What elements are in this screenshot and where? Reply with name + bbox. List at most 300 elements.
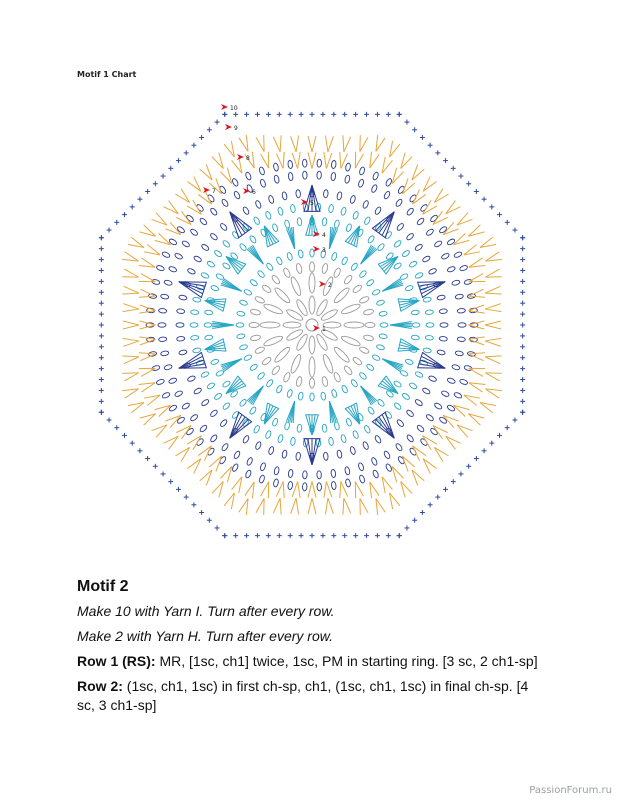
- row-8-chain: [372, 171, 379, 180]
- row-3-chain: [298, 392, 304, 401]
- row-5-chain: [393, 402, 402, 411]
- row-4-chain: [239, 243, 248, 252]
- row-marker-label: 6: [252, 189, 256, 196]
- row-4-chain: [393, 262, 402, 270]
- row-5-chain: [328, 204, 334, 213]
- row-4-chain: [411, 335, 419, 340]
- row-2-chain: [359, 295, 370, 304]
- row-7-chain: [168, 377, 177, 384]
- row-9-stitch: [123, 341, 139, 346]
- row-7-cluster: [420, 360, 445, 368]
- row-3-chain: [243, 289, 252, 297]
- row-6-chain: [282, 192, 288, 201]
- row-5-chain: [253, 216, 261, 225]
- row-marker-label: 7: [212, 188, 216, 195]
- row-6-chain: [422, 255, 431, 263]
- row-2-stitch: [309, 357, 315, 377]
- row-6-chain: [336, 450, 342, 459]
- row-2-chain: [250, 309, 261, 316]
- row-7-chain: [221, 443, 229, 452]
- row-2-stitch: [263, 334, 284, 347]
- row-7-chain: [458, 323, 466, 327]
- row-8-chain: [439, 226, 448, 234]
- row-3-chain: [341, 385, 349, 394]
- row-9-stitch: [485, 356, 501, 357]
- row-6-chain: [193, 387, 202, 395]
- row-3-chain: [237, 311, 246, 317]
- row-2-chain: [254, 295, 265, 304]
- row-2-chain: [343, 274, 353, 285]
- row-7-chain: [344, 466, 350, 475]
- row-2-stitch: [333, 346, 351, 364]
- row-marker-label: 1: [322, 326, 326, 333]
- row-7-chain: [209, 207, 218, 216]
- row-7-chain: [416, 217, 425, 226]
- row-9-stitch: [469, 289, 484, 296]
- row-3-chain: [331, 389, 338, 398]
- row-8-chain: [302, 483, 307, 491]
- row-6-chain: [406, 409, 415, 418]
- row-8-chain: [302, 159, 307, 167]
- row-4-chain: [215, 273, 224, 281]
- row-9-stitch: [485, 286, 500, 293]
- row-marker-arrow: [243, 188, 250, 194]
- row-3-chain: [366, 363, 375, 371]
- row-9-stitch: [283, 152, 284, 168]
- row-5-chain: [426, 323, 434, 327]
- row-4-chain: [334, 422, 340, 431]
- row-8-chain: [331, 481, 336, 490]
- row-4-chain: [205, 335, 213, 340]
- row-7-chain: [451, 364, 460, 370]
- row-8-chain: [245, 171, 252, 180]
- row-2-chain: [271, 274, 281, 285]
- row-5-chain: [253, 425, 261, 434]
- row-3-chain: [372, 354, 381, 362]
- row-5-chain: [363, 216, 371, 225]
- row-7-chain: [274, 175, 280, 184]
- row-7-chain: [190, 414, 199, 422]
- row-2-chain: [296, 263, 303, 274]
- row-3-chain: [359, 270, 368, 279]
- row-9-stitch: [123, 321, 139, 325]
- section-title: Motif 2: [77, 578, 129, 595]
- row-7-chain: [168, 266, 177, 273]
- row-7-cluster: [312, 185, 316, 211]
- row-9-stitch: [122, 293, 138, 294]
- row-3-chain: [376, 299, 385, 306]
- row-7-chain: [331, 172, 336, 181]
- row-9-stitch: [141, 368, 155, 376]
- row-6-chain: [201, 398, 210, 406]
- row-9-stitch: [312, 136, 316, 152]
- row-5-chain: [214, 392, 223, 400]
- instruction-line-1: Make 10 with Yarn I. Turn after every row.: [77, 603, 335, 619]
- row-marker-arrow: [225, 124, 232, 130]
- row-8-chain: [161, 392, 170, 399]
- row-6-chain: [323, 452, 328, 460]
- row-5-chain: [401, 249, 410, 257]
- row-8-chain: [317, 483, 322, 491]
- row-5-chain: [393, 240, 402, 249]
- row-6-chain: [414, 243, 423, 251]
- row-9-stitch: [343, 135, 344, 151]
- row-2-stitch: [309, 273, 315, 293]
- row-7-chain: [158, 308, 166, 313]
- row-6-chain: [219, 419, 228, 428]
- row-7-chain: [288, 469, 293, 478]
- row-7-chain: [395, 443, 403, 452]
- row-9-stitch: [325, 498, 328, 514]
- row-4-chain: [411, 310, 419, 315]
- row-9-stitch: [123, 325, 139, 329]
- row-3-chain: [286, 389, 293, 398]
- row-8-chain: [273, 479, 279, 488]
- row-7-cluster: [418, 368, 445, 369]
- row-7-chain: [416, 424, 425, 433]
- row-1-label: Row 1 (RS):: [77, 653, 156, 669]
- row-7-chain: [383, 450, 391, 459]
- row-2-chain: [249, 323, 259, 328]
- row-5-chain: [290, 437, 296, 446]
- row-marker-label: 10: [230, 105, 238, 112]
- row-6-chain: [374, 206, 382, 215]
- row-5-chain: [409, 260, 418, 268]
- row-7-cluster: [379, 417, 394, 438]
- row-5-chain: [415, 371, 424, 378]
- row-4-chain: [367, 235, 375, 244]
- row-7-chain: [406, 207, 415, 216]
- row-5-chain: [363, 425, 371, 434]
- row-4-chain: [204, 323, 212, 327]
- row-9-stitch: [140, 354, 155, 361]
- row-9-stitch: [469, 296, 485, 297]
- row-4-chain: [405, 285, 414, 292]
- row-8-chain: [259, 475, 266, 484]
- row-9-stitch: [355, 154, 363, 168]
- row-7-chain: [158, 337, 166, 342]
- row-marker-arrow: [313, 246, 320, 252]
- row-6-chain: [414, 398, 423, 406]
- row-6-chain: [437, 349, 446, 355]
- row-3-chain: [243, 354, 252, 362]
- row-8-chain: [359, 475, 366, 484]
- row-5-chain: [192, 297, 201, 303]
- row-6-chain: [336, 192, 342, 201]
- row-9-stitch: [485, 373, 499, 381]
- row-9-stitch: [485, 321, 501, 325]
- row-2-chain: [261, 356, 272, 366]
- row-9-stitch: [123, 309, 139, 312]
- row-6-chain: [219, 222, 228, 231]
- row-9-stitch: [324, 481, 327, 497]
- row-6-chain: [179, 349, 188, 355]
- row-6-chain: [201, 243, 210, 251]
- chart-caption: Motif 1 Chart: [77, 70, 137, 79]
- row-6-chain: [187, 375, 196, 382]
- row-7-cluster: [308, 439, 312, 465]
- row-5-chain: [200, 272, 209, 279]
- row-4-chain: [272, 418, 279, 427]
- row-9-stitch: [256, 498, 264, 512]
- row-9-stitch: [469, 354, 484, 361]
- row-6-chain: [374, 435, 382, 444]
- row-7-chain: [190, 228, 199, 236]
- row-2-stitch: [263, 302, 284, 315]
- row-marker-label: 2: [328, 282, 332, 289]
- row-7-chain: [181, 402, 190, 410]
- row-7-cluster: [230, 212, 245, 233]
- row-5-chain: [190, 310, 198, 315]
- row-4-chain: [210, 358, 219, 365]
- row-2-chain: [254, 346, 265, 355]
- row-2-instruction: [77, 677, 547, 715]
- row-7-chain: [221, 198, 229, 207]
- row-7-chain: [383, 191, 391, 200]
- row-8-chain: [385, 463, 393, 472]
- row-9-stitch: [325, 136, 328, 152]
- row-9-stitch: [468, 305, 484, 310]
- row-7-chain: [160, 294, 169, 300]
- row-7-chain: [358, 179, 365, 188]
- row-9-stitch: [343, 498, 344, 514]
- row-3-chain: [320, 392, 326, 401]
- row-2-chain: [321, 376, 328, 387]
- row-9-stitch: [485, 293, 501, 294]
- row-7-chain: [317, 471, 322, 479]
- row-9-stitch: [124, 373, 138, 381]
- row-1-stitch: [285, 308, 304, 322]
- row-6-chain: [428, 375, 437, 382]
- row-6-chain: [209, 232, 218, 241]
- row-7-chain: [181, 240, 190, 248]
- row-6-chain: [396, 419, 405, 428]
- row-3-chain: [276, 256, 284, 265]
- row-4-chain: [284, 422, 290, 431]
- row-2-stitch: [273, 346, 291, 364]
- row-5-chain: [423, 297, 432, 303]
- row-7-chain: [455, 350, 464, 356]
- row-2-chain: [363, 309, 374, 316]
- row-9-stitch: [298, 152, 301, 168]
- row-3-chain: [379, 333, 388, 339]
- row-5-chain: [352, 430, 359, 439]
- row-4-chain: [222, 380, 231, 388]
- row-2-chain: [282, 267, 291, 278]
- row-2-stitch: [289, 276, 302, 297]
- row-7-chain: [434, 240, 443, 248]
- row-9-stitch: [312, 498, 316, 514]
- row-9-stitch: [324, 152, 327, 168]
- row-3-chain: [298, 250, 304, 259]
- row-1-instruction: [77, 652, 547, 671]
- row-7-cluster: [312, 439, 316, 465]
- row-7-chain: [457, 308, 465, 313]
- row-7-chain: [425, 228, 434, 236]
- row-8-chain: [345, 163, 351, 172]
- row-6-chain: [362, 200, 369, 209]
- row-7-chain: [447, 377, 456, 384]
- row-3-chain: [249, 363, 258, 371]
- row-9-stitch: [469, 274, 483, 282]
- row-5-chain: [425, 310, 433, 315]
- row-9-stitch: [360, 137, 368, 151]
- row-5-chain: [190, 335, 198, 340]
- row-4-chain: [412, 323, 420, 327]
- row-9-stitch: [296, 136, 299, 152]
- row-2-stitch: [321, 353, 334, 374]
- row-3-chain: [350, 379, 358, 388]
- row-9-stitch: [340, 152, 341, 168]
- row-marker-arrow: [313, 325, 320, 331]
- row-3-chain: [266, 379, 274, 388]
- row-8-chain: [385, 178, 393, 187]
- row-6-chain: [176, 323, 184, 327]
- row-6-chain: [437, 295, 446, 301]
- row-5-chain: [206, 260, 215, 268]
- row-marker-arrow: [313, 231, 320, 237]
- row-4-chain: [222, 262, 231, 270]
- row-2-chain: [310, 262, 315, 272]
- watermark: PassionForum.ru: [529, 785, 612, 796]
- row-2-stitch: [333, 286, 351, 304]
- row-9-stitch: [468, 339, 484, 344]
- row-2-stitch: [289, 353, 302, 374]
- row-6-chain: [439, 336, 447, 341]
- row-8-chain: [288, 481, 293, 490]
- row-4-chain: [249, 235, 257, 244]
- row-3-chain: [236, 323, 244, 327]
- row-9-stitch: [485, 325, 501, 329]
- row-8-chain: [459, 265, 468, 272]
- row-7-chain: [371, 457, 378, 466]
- row-4-chain: [205, 310, 213, 315]
- row-7-chain: [164, 280, 173, 286]
- row-9-stitch: [124, 269, 138, 277]
- row-3-chain: [257, 270, 266, 279]
- row-5-chain: [401, 392, 410, 400]
- row-9-stitch: [139, 353, 155, 354]
- row-8-chain: [156, 265, 165, 272]
- motif-2-section: [77, 578, 547, 721]
- row-7-chain: [274, 466, 280, 475]
- row-3-chain: [310, 393, 314, 401]
- row-8-chain: [288, 160, 293, 169]
- row-2-chain: [310, 378, 315, 388]
- row-4-chain: [393, 380, 402, 388]
- row-5-chain: [190, 323, 198, 327]
- row-9-stitch: [141, 274, 155, 282]
- row-9-stitch: [291, 498, 296, 514]
- row-9-stitch: [308, 481, 312, 497]
- row-5-chain: [328, 437, 334, 446]
- row-9-stitch: [341, 153, 348, 168]
- row-9-stitch: [341, 482, 348, 497]
- row-6-chain: [193, 255, 202, 263]
- row-6-chain: [242, 435, 250, 444]
- row-8-chain: [156, 378, 165, 385]
- row-7-cluster: [179, 360, 204, 368]
- row-8-chain: [317, 159, 322, 167]
- row-7-chain: [302, 171, 307, 179]
- row-2-stitch: [273, 286, 291, 304]
- row-6-chain: [439, 309, 447, 314]
- row-5-chain: [340, 434, 346, 443]
- row-3-chain: [366, 279, 375, 287]
- row-1-text: MR, [1sc, ch1] twice, 1sc, PM in starting ring. [3 sc, 2 ch1-sp]: [155, 653, 538, 669]
- row-3-chain: [350, 262, 358, 271]
- row-5-chain: [277, 434, 283, 443]
- row-9-stitch: [469, 353, 485, 354]
- row-5-chain: [214, 249, 223, 257]
- row-2-chain: [333, 267, 342, 278]
- row-7-chain: [260, 179, 267, 188]
- row-7-chain: [199, 424, 208, 433]
- row-4-chain: [322, 424, 327, 432]
- row-7-chain: [358, 462, 365, 471]
- row-3-chain: [286, 252, 293, 261]
- row-4-chain: [210, 285, 219, 292]
- row-9-stitch: [485, 309, 501, 312]
- row-7-chain: [441, 390, 450, 398]
- row-2-chain: [343, 365, 353, 376]
- row-6-chain: [177, 336, 185, 341]
- row-5-chain: [206, 382, 215, 390]
- row-5-chain: [277, 207, 283, 216]
- row-7-cluster: [179, 282, 206, 283]
- row-1-stitch: [295, 298, 309, 317]
- row-5-chain: [192, 347, 201, 353]
- row-8-chain: [453, 251, 462, 258]
- row-4-chain: [239, 398, 248, 407]
- row-9-stitch: [139, 296, 155, 297]
- row-9-stitch: [123, 338, 139, 341]
- row-4-chain: [377, 398, 386, 407]
- row-7-chain: [233, 191, 241, 200]
- row-marker-label: 3: [322, 247, 326, 254]
- row-3-chain: [359, 372, 368, 381]
- row-7-chain: [174, 252, 183, 260]
- row-2-stitch: [260, 322, 280, 328]
- row-6-chain: [428, 268, 437, 275]
- row-9-stitch: [485, 269, 499, 277]
- row-3-chain: [376, 344, 385, 351]
- row-4-chain: [334, 220, 340, 229]
- row-9-stitch: [340, 482, 341, 498]
- row-3-chain: [266, 262, 274, 271]
- row-3-chain: [310, 249, 314, 257]
- row-1-stitch: [283, 322, 301, 328]
- row-4-chain: [345, 418, 352, 427]
- row-2-label: Row 2:: [77, 678, 123, 694]
- row-5-chain: [200, 371, 209, 378]
- row-4-chain: [297, 424, 302, 432]
- row-8-chain: [453, 392, 462, 399]
- row-7-cluster: [179, 282, 204, 290]
- row-8-chain: [161, 251, 170, 258]
- row-7-cluster: [308, 185, 312, 211]
- row-7-chain: [371, 184, 378, 193]
- row-3-chain: [276, 385, 284, 394]
- row-7-chain: [209, 434, 218, 443]
- row-9-stitch: [140, 289, 155, 296]
- row-9-stitch: [308, 136, 312, 152]
- row-5-chain: [222, 402, 231, 411]
- row-5-chain: [340, 207, 346, 216]
- row-marker-label: 4: [322, 232, 326, 239]
- row-8-chain: [345, 479, 351, 488]
- row-9-stitch: [298, 481, 301, 497]
